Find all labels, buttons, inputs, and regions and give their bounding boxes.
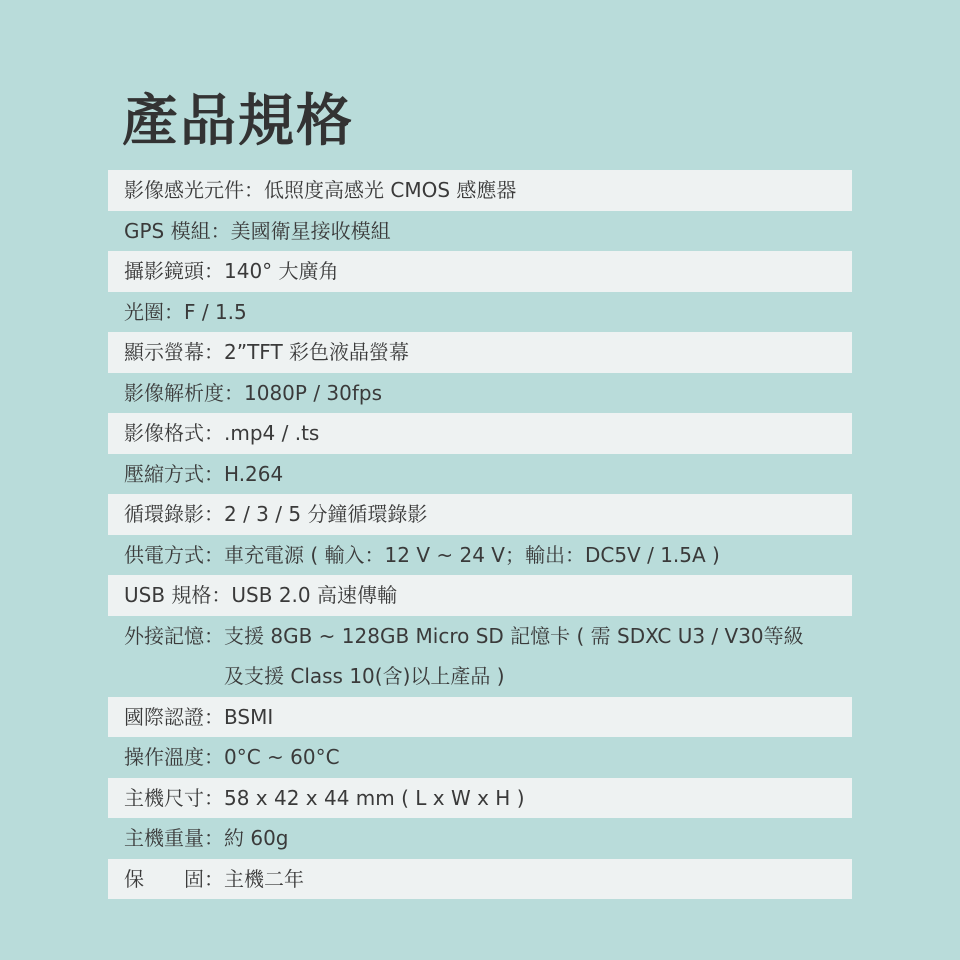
spec-row-aperture [108,292,852,333]
spec-value: 2”TFT 彩色液晶螢幕 [224,340,410,364]
spec-row-sensor [108,170,852,211]
spec-value: USB 2.0 高速傳輸 [231,583,397,607]
page-title: 產品規格 [122,89,354,154]
spec-row-gps [108,211,852,252]
spec-value: BSMI [224,704,274,729]
spec-label: 供電方式： [124,542,224,567]
spec-value: 車充電源 ( 輸入：12 V ~ 24 V；輸出：DC5V / 1.5A ) [224,542,720,567]
spec-value: F / 1.5 [184,299,247,324]
spec-row-format [108,413,852,454]
spec-value: 支援 8GB ~ 128GB Micro SD 記憶卡 ( 需 SDXC U3 / V30等級 及支援 Class 10(含)以上產品 ) [224,623,804,688]
spec-row-usb [108,575,852,616]
spec-row-compression [108,454,852,495]
spec-row-temperature [108,737,852,778]
spec-label: 外接記憶： [124,623,224,648]
spec-label: 影像感光元件： [124,178,264,202]
spec-label: 影像解析度： [124,380,244,405]
spec-label: USB 規格： [124,583,232,607]
spec-label: 主機重量： [124,826,224,850]
spec-row-memory [108,616,852,697]
spec-row-certification [108,697,852,738]
spec-label: 循環錄影： [124,502,224,526]
spec-label: 主機尺寸： [124,785,224,810]
spec-label: 影像格式： [124,421,224,445]
spec-value: .mp4 / .ts [224,421,320,445]
spec-row-power [108,535,852,576]
spec-row-resolution [108,373,852,414]
spec-value: 0°C ~ 60°C [224,745,340,769]
spec-label: 保 固： [124,866,224,891]
spec-row-lens [108,251,852,292]
spec-row-display [108,332,852,373]
spec-value: 低照度高感光 CMOS 感應器 [264,178,517,202]
spec-value: 140° 大廣角 [224,259,339,283]
spec-value: 58 x 42 x 44 mm ( L x W x H ) [224,785,525,810]
spec-value: 1080P / 30fps [244,380,383,405]
spec-label: 顯示螢幕： [124,340,224,364]
spec-label: GPS 模組： [124,218,231,243]
spec-label: 國際認證： [124,704,224,729]
spec-label: 壓縮方式： [124,461,224,486]
spec-row-dimensions [108,778,852,819]
spec-row-loop-recording [108,494,852,535]
spec-row-weight [108,818,852,859]
spec-value: 約 60g [224,826,289,850]
spec-value: H.264 [224,461,284,486]
spec-label: 光圈： [124,299,184,324]
spec-label: 操作溫度： [124,745,224,769]
spec-label: 攝影鏡頭： [124,259,224,283]
spec-row-warranty [108,859,852,900]
spec-value: 2 / 3 / 5 分鐘循環錄影 [224,502,428,526]
spec-value: 美國衛星接收模組 [230,218,391,243]
spec-table [108,170,852,899]
spec-value: 主機二年 [224,866,304,891]
